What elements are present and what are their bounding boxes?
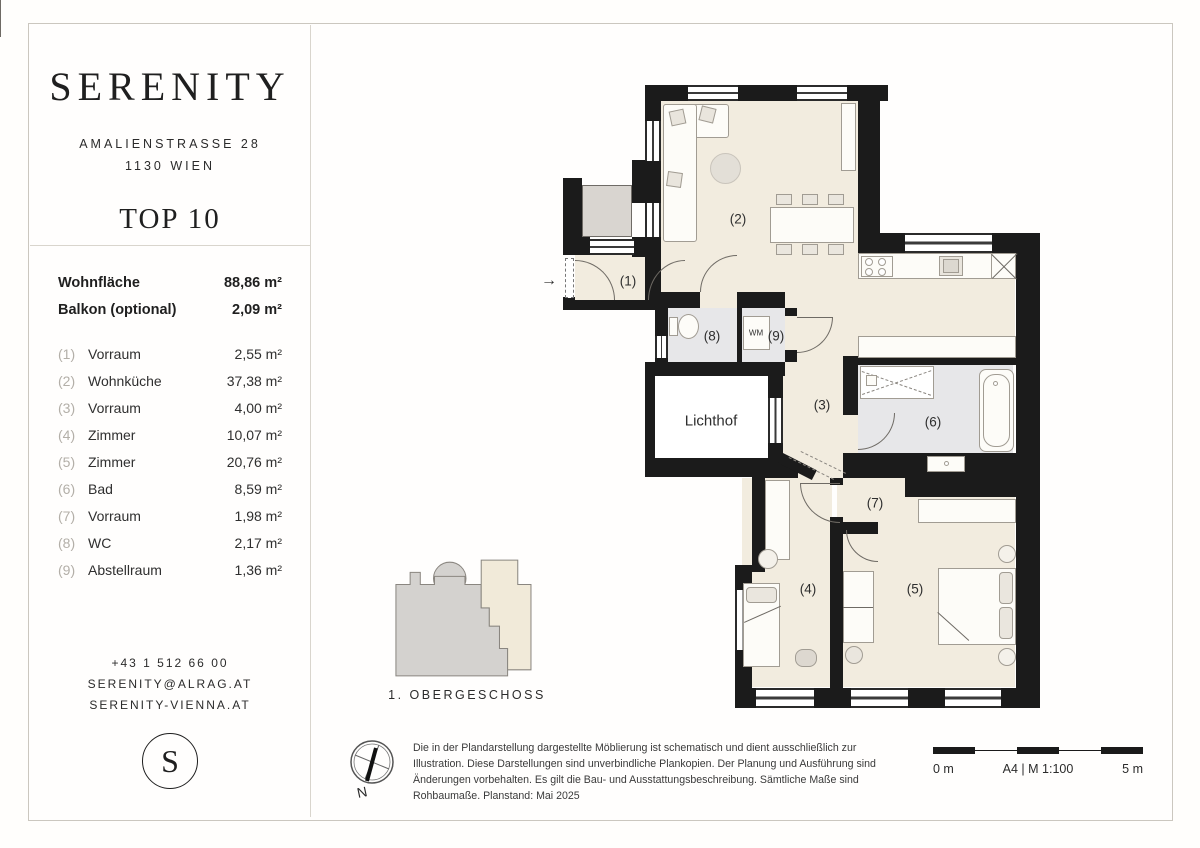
room-list-item — [58, 454, 282, 470]
floor-level-label: 1. OBERGESCHOSS — [388, 688, 546, 702]
pillow — [746, 587, 777, 603]
entrance-door-leaf — [565, 258, 574, 298]
entry-arrow-icon: → — [541, 272, 557, 289]
room-area: 10,07 m² — [226, 427, 282, 443]
room-area: 1,36 m² — [234, 562, 282, 578]
floor-wc-8 — [668, 308, 737, 362]
room-number: (4) — [58, 427, 76, 443]
room-list-item — [58, 346, 282, 362]
room-list-item — [58, 400, 282, 416]
wardrobe — [858, 336, 1016, 358]
room-area: 2,17 m² — [234, 535, 282, 551]
contact-phone: +43 1 512 66 00 — [111, 656, 229, 670]
lichthof-window — [768, 398, 783, 443]
summary-row — [58, 302, 282, 318]
room-area: 4,00 m² — [234, 400, 282, 416]
door-leaf-line — [800, 483, 840, 484]
burner — [878, 258, 886, 266]
wall-segment — [830, 517, 843, 688]
sideboard — [841, 103, 856, 171]
compass-north-label: N — [355, 783, 369, 801]
room-number: (6) — [58, 481, 76, 497]
door-leaf-line — [797, 317, 833, 318]
divider — [30, 245, 310, 246]
window — [645, 121, 661, 161]
room-label-5: (5) — [906, 581, 924, 597]
scale-max-label: 5 m — [1122, 762, 1143, 776]
room-label-7: (7) — [866, 495, 884, 511]
scale-bar-segment — [1059, 747, 1101, 754]
burner — [865, 258, 873, 266]
wall-segment — [645, 458, 785, 477]
pillow — [999, 572, 1013, 604]
lichthof-label: Lichthof — [684, 412, 738, 430]
room-list-item — [58, 508, 282, 524]
unit-number: TOP 10 — [119, 203, 221, 235]
chair — [776, 194, 792, 205]
room-number: (5) — [58, 454, 76, 470]
scale-bar-segment — [1101, 747, 1143, 754]
building-footprint-minimap — [383, 550, 551, 682]
scale-bar-segment — [933, 747, 975, 754]
room-name: Vorraum — [88, 508, 141, 524]
wall-segment — [645, 362, 785, 376]
room-area: 2,55 m² — [234, 346, 282, 362]
washbasin-drain — [944, 461, 949, 466]
wall-segment — [905, 478, 1016, 497]
address-line-2: 1130 WIEN — [125, 159, 215, 173]
wc-window — [655, 336, 668, 358]
window — [851, 688, 908, 708]
rug — [710, 153, 741, 184]
room-name: WC — [88, 535, 112, 551]
room-name: Zimmer — [88, 454, 136, 470]
contact-website: SERENITY-VIENNA.AT — [89, 698, 251, 712]
room-label-6: (6) — [924, 414, 942, 430]
scale-bar-segment — [975, 747, 1017, 754]
wall-segment — [785, 308, 797, 316]
summary-row — [58, 275, 282, 291]
wall-segment — [632, 160, 645, 203]
room-label-1: (1) — [619, 273, 637, 289]
floor-balcony — [582, 185, 632, 237]
pillow — [669, 109, 687, 127]
room-list-item — [58, 562, 282, 578]
chair — [828, 194, 844, 205]
room-number: (2) — [58, 373, 76, 389]
room-number: (8) — [58, 535, 76, 551]
chair — [795, 649, 817, 667]
door-leaf-line — [0, 0, 1, 37]
room-number: (1) — [58, 346, 76, 362]
pillow — [666, 171, 683, 188]
room-name: Bad — [88, 481, 113, 497]
scale-bar — [933, 747, 1143, 754]
window — [945, 688, 1001, 708]
dining-table — [770, 207, 854, 243]
room-label-3: (3) — [813, 397, 831, 413]
address-line-1: AMALIENSTRASSE 28 — [79, 137, 261, 151]
contact-email: SERENITY@ALRAG.AT — [87, 677, 253, 691]
bathtub-drain — [993, 381, 998, 386]
room-list-item — [58, 427, 282, 443]
chair — [802, 194, 818, 205]
room-label-9: (9) — [767, 328, 785, 344]
wall-segment — [843, 358, 858, 415]
wardrobe — [765, 480, 790, 560]
wall-segment — [582, 237, 590, 255]
wardrobe — [918, 499, 1016, 523]
window-sill — [590, 239, 634, 255]
sofa-cushion-line — [843, 607, 873, 608]
room-name: Wohnküche — [88, 373, 162, 389]
wall-segment — [737, 308, 742, 362]
washing-machine-label: WM — [748, 328, 764, 338]
wall-segment — [858, 85, 880, 235]
toilet-tank — [669, 317, 678, 336]
kitchen-sink-basin — [943, 259, 959, 273]
toilet-bowl — [678, 314, 699, 339]
scale-zero-label: 0 m — [933, 762, 954, 776]
room-label-2: (2) — [729, 211, 747, 227]
room-name: Vorraum — [88, 346, 141, 362]
room-list-item — [58, 535, 282, 551]
compass-icon — [348, 738, 396, 786]
room-area: 1,98 m² — [234, 508, 282, 524]
shower-valve — [866, 375, 877, 386]
burner — [878, 268, 886, 276]
stool — [758, 549, 778, 569]
wall-segment — [785, 350, 797, 362]
summary-label: Wohnfläche — [58, 275, 140, 291]
wall-segment — [645, 85, 888, 101]
balcony-door-window — [645, 203, 661, 237]
brand-logo-text: SERENITY — [49, 64, 291, 109]
brand-monogram-icon: S — [142, 733, 198, 789]
disclaimer-text: Die in der Plandarstellung dargestellte Möblierung ist schematisch und dient ausschließlich zur Illustration. Diese Darstellungen sind unverbindliche Plankopien. Der Planung und Ausführung sind Änderungen vorbehalten. Es gilt die Bau- und Ausstattungsbeschreibung. Sämtliche Maße sind Rohbaumaße. Planstand: Mai 2025 — [413, 742, 876, 802]
room-name: Vorraum — [88, 400, 141, 416]
stool — [845, 646, 863, 664]
burner — [865, 268, 873, 276]
wall-segment — [1016, 233, 1040, 708]
room-name: Zimmer — [88, 427, 136, 443]
kitchen-window — [905, 233, 992, 253]
nightstand — [998, 648, 1016, 666]
nightstand — [998, 545, 1016, 563]
summary-value: 88,86 m² — [223, 275, 282, 291]
wall-segment — [737, 292, 785, 308]
room-list-item — [58, 373, 282, 389]
room-label-8: (8) — [703, 328, 721, 344]
window — [797, 85, 847, 101]
contact-block — [30, 653, 310, 716]
pillow — [999, 607, 1013, 639]
scale-bar-segment — [1017, 747, 1059, 754]
room-number: (7) — [58, 508, 76, 524]
chair — [776, 244, 792, 255]
room-area: 20,76 m² — [226, 454, 282, 470]
scale-format-label: A4 | M 1:100 — [1002, 762, 1074, 776]
room-list-item — [58, 481, 282, 497]
room-label-4: (4) — [799, 581, 817, 597]
window — [688, 85, 738, 101]
room-number: (3) — [58, 400, 76, 416]
chair — [828, 244, 844, 255]
window — [756, 688, 814, 708]
summary-label: Balkon (optional) — [58, 302, 177, 318]
chair — [802, 244, 818, 255]
room-number: (9) — [58, 562, 76, 578]
wall-segment — [645, 376, 655, 458]
wall-segment — [563, 178, 582, 255]
room-area: 37,38 m² — [226, 373, 282, 389]
room-name: Abstellraum — [88, 562, 162, 578]
room-area: 8,59 m² — [234, 481, 282, 497]
summary-value: 2,09 m² — [232, 302, 282, 318]
sidebar — [30, 25, 311, 817]
